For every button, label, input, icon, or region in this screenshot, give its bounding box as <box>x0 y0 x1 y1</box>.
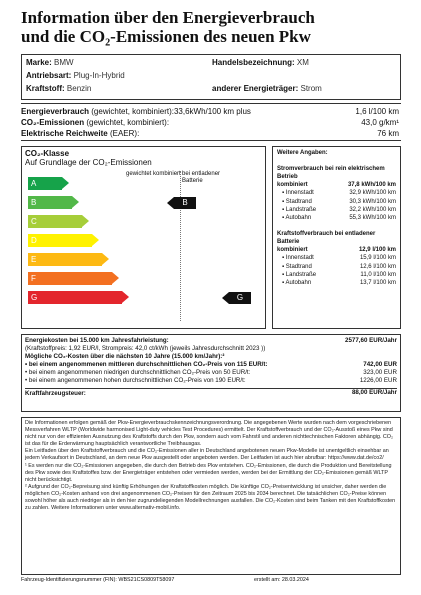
handel-value: XM <box>296 58 309 67</box>
fuel-consumption-title: Kraftstoffverbrauch bei entladener Batterie <box>277 231 376 246</box>
main-section <box>21 146 401 329</box>
class-bar-g: G <box>28 291 122 304</box>
fin-label: Fahrzeug-Identifizierungsnummer (FIN): <box>21 577 117 583</box>
electric-row-innenstadt: ▪ Innenstadt 32,9 kWh/100 km <box>282 190 396 197</box>
page-title <box>21 8 401 46</box>
co2-costs-heading: Mögliche CO₂-Kosten über die nächsten 10 Jahre (15.000 km/Jahr):² <box>25 353 225 361</box>
fuel-row-autobahn: ▪ Autobahn 13,7 l/100 km <box>282 279 396 286</box>
further-info-box <box>272 146 401 329</box>
further-info-title: Weitere Angaben: <box>277 150 328 156</box>
kraftstoff-value: Benzin <box>66 84 92 93</box>
electric-combined-row: kombiniert 37,8 kWh/100 km <box>277 182 396 189</box>
marke-row: Marke: BMW <box>26 58 74 67</box>
footnote-paragraph-3: ¹ Es werden nur die CO₂-Emissionen angegeben, die durch den Betrieb des Pkw entstehen. CO₂-Emissionen, die durch die Produktion und Bereitstellung des Pkw sowie des Kraftstoffes bzw. der Energieträger entstehen oder vermieden werden, werden bei der Ermittlung der CO₂-Emissionen gemäß WLTP nicht berücksichtigt. <box>25 462 392 483</box>
class-bar-a: A <box>28 177 62 190</box>
energy-costs-row: Energiekosten bei 15.000 km Jahresfahrleistung: 2577,60 EUR/Jahr <box>25 337 397 344</box>
created-date: erstellt am: 28.03.2024 <box>254 577 309 583</box>
column-discharged-label: bei entladener Batterie <box>182 171 221 184</box>
co2-costs-mid-value: 742,00 EUR <box>363 361 397 369</box>
vehicle-tax-row: Kraftfahrzeugsteuer: 88,00 EUR/Jahr <box>25 388 397 397</box>
co2-costs-low-row: • bei einem angenommenen niedrigen durchschnittlichen CO₂-Preis von 50 EUR/t: 323,00 EUR <box>25 369 397 377</box>
range-value: 76 km <box>377 129 399 138</box>
kraftstoff-row: Kraftstoff: Benzin <box>26 84 92 93</box>
column-divider <box>180 171 181 321</box>
electric-combined-value: 37,8 kWh/100 km <box>347 182 396 189</box>
vehicle-tax-value: 88,00 EUR/Jahr <box>351 388 397 396</box>
range-row: Elektrische Reichweite (EAER): 76 km <box>21 129 399 138</box>
fin-value: WBS21CS0809T58097 <box>118 577 175 583</box>
antrieb-value: Plug-In-Hybrid <box>73 71 125 80</box>
co2-class-box <box>21 146 266 329</box>
electric-row-autobahn: ▪ Autobahn 55,3 kWh/100 km <box>282 214 396 221</box>
footnote-paragraph-1: Die Informationen erfolgen gemäß der Pkw-Energieverbrauchskennzeichnungsverordnung. Die angegebenen Werte wurden nach dem vorgeschriebenen Messverfahren WLTP (Worldwide harmonised Light-duty vehicles Test Procedures) ermittelt. Der Kraftstoffverbrauch und der CO₂-Ausstoß eines Pkw sind nicht nur von der effizienten Ausnutzung des Kraftstoffs durch den Pkw, sondern auch vom Fahrstil und anderen nichttechnischen Faktoren abhängig. CO₂ ist das für die Erderwärmung hauptsächlich verantwortliche Treibhausgas. <box>25 420 394 448</box>
class-bar-d: D <box>28 234 92 247</box>
co2-emission-row: CO₂-Emissionen (gewichtet, kombiniert): 43,0 g/km¹ <box>21 118 399 127</box>
fuel-detail-rows <box>277 254 396 287</box>
class-bar-b: B <box>28 196 72 209</box>
consumption-box <box>21 103 401 141</box>
column-weighted-label: gewichtet kombiniert <box>126 171 181 177</box>
class-bar-c: C <box>28 215 82 228</box>
energietraeger-value: Strom <box>300 84 322 93</box>
co2-class-title: CO₂-Klasse <box>25 149 70 158</box>
energy-consumption-row: Energieverbrauch (gewichtet, kombiniert):33,6kWh/100 km plus 1,6 l/100 km <box>21 107 399 116</box>
co2-costs-mid-row: • bei einem angenommenen mittleren durchschnittlichen CO₂-Preis von 115 EUR/t: 742,00 EUR <box>25 361 397 369</box>
discharged-class-marker: G <box>229 292 251 304</box>
fuel-combined-row: kombiniert 12,9 l/100 km <box>277 247 396 254</box>
title-line-1: Information über den Energieverbrauch <box>21 8 315 27</box>
electric-row-landstraße: ▪ Landstraße 32,2 kWh/100 km <box>282 206 396 213</box>
electric-consumption-title: Stromverbrauch bei rein elektrischem Betrieb <box>277 166 385 181</box>
energietraeger-row: anderer Energieträger: Strom <box>212 84 322 93</box>
weighted-class-marker: B <box>174 197 196 209</box>
label-page <box>21 8 401 575</box>
costs-box <box>21 334 401 412</box>
price-info-row: (Kraftstoffpreis: 1,92 EUR/l, Strompreis: 42,0 ct/kWh (jeweils Jahresdurchschnitt 2023 )) <box>25 345 266 353</box>
antrieb-row: Antriebsart: Plug-In-Hybrid <box>26 71 125 80</box>
co2-class-subtitle: Auf Grundlage der CO₂-Emissionen <box>25 158 152 167</box>
fuel-row-innenstadt: ▪ Innenstadt 15,9 l/100 km <box>282 255 396 262</box>
footnotes-box <box>21 417 401 575</box>
title-line-2: und die CO₂-Emissionen des neuen Pkw <box>21 27 311 46</box>
handel-row: Handelsbezeichnung: XM <box>212 58 309 67</box>
co2-costs-low-value: 323,00 EUR <box>363 369 397 377</box>
co2-costs-high-row: • bei einem angenommenen hohen durchschnittlichen CO₂-Preis von 190 EUR/t: 1226,00 EUR <box>25 377 397 385</box>
class-bar-f: F <box>28 272 112 285</box>
vehicle-info-box <box>21 54 401 100</box>
fuel-row-landstraße: ▪ Landstraße 11,0 l/100 km <box>282 271 396 278</box>
footnote-paragraph-4: ² Aufgrund der CO₂-Bepreisung sind künftig Erhöhungen der Kraftstoffkosten möglich. Die künftige CO₂-Preisentwicklung ist unsicher, daher werden die möglichen CO₂-Kosten anhand von drei angenommenen CO₂-Preisen für den Zeitraum 2025 bis 2034 berechnet. Die tatsächlichen CO₂-Preise können sowohl höher als auch niedriger als in den hier zugrundeliegenden Modellrechnungen ausfallen. Die CO₂-Kosten sind beim Tanken mit den Kraftstoffkosten zu zahlen. Weitere Informationen unter www.alternativ-mobil.info. <box>25 483 396 512</box>
electric-row-stadtrand: ▪ Stadtrand 30,3 kWh/100 km <box>282 198 396 205</box>
fuel-combined-value: 12,9 l/100 km <box>358 247 396 254</box>
marke-value: BMW <box>54 58 74 67</box>
electric-detail-rows <box>277 189 396 222</box>
class-bar-e: E <box>28 253 102 266</box>
energy-costs-value: 2577,60 EUR/Jahr <box>345 337 397 344</box>
fuel-row-stadtrand: ▪ Stadtrand 12,6 l/100 km <box>282 263 396 270</box>
co2-emission-value: 43,0 g/km¹ <box>361 118 399 127</box>
footnote-paragraph-2: Ein Leitfaden über den Kraftstoffverbrauch und die CO₂-Emissionen aller in Deutschland angebotenen neuen Pkw-Modelle ist unentgeltlich einsehbar an jedem Verkaufsort in Deutschland, an dem neue Pkw ausgestellt oder angeboten werden. Der Leitfaden ist auch hier abrufbar: https://www.dat.de/co2/ <box>25 448 389 462</box>
bottom-line <box>21 577 401 583</box>
co2-costs-high-value: 1226,00 EUR <box>359 377 397 385</box>
energy-consumption-value: 1,6 l/100 km <box>355 107 399 116</box>
